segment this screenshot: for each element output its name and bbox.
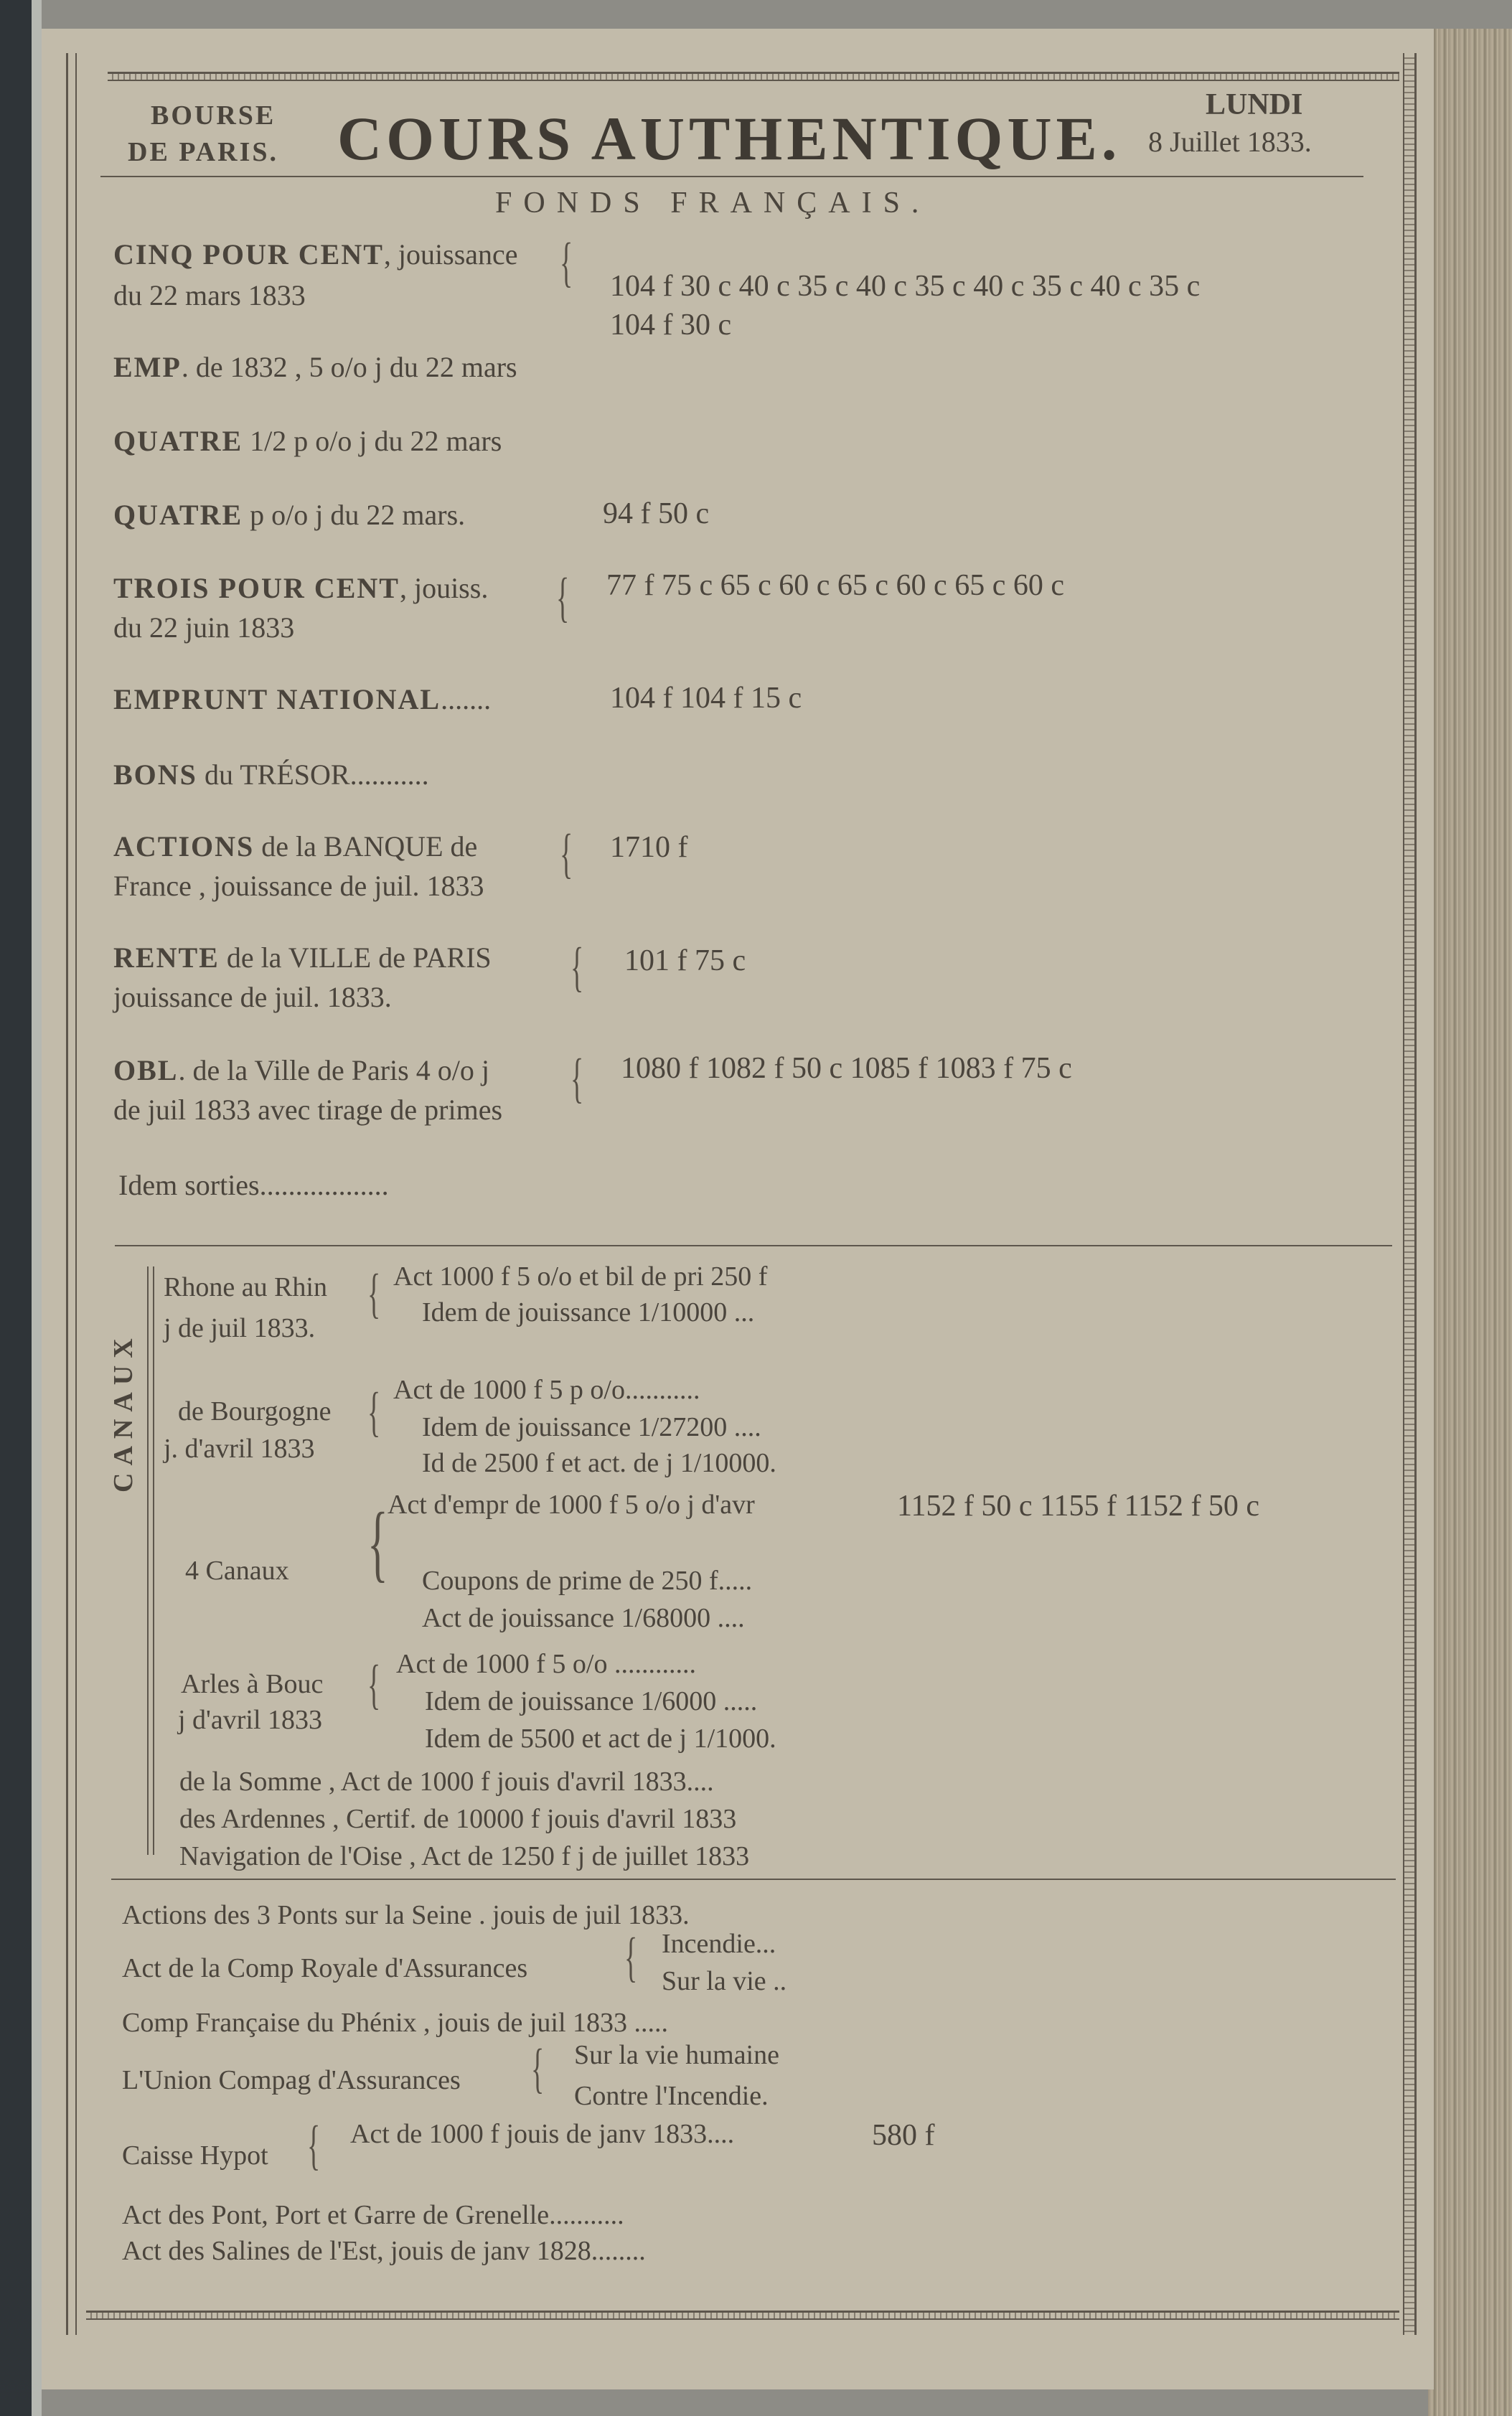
- divers-line: Act des Salines de l'Est, jouis de janv 1828........: [122, 2236, 646, 2266]
- left-border: [66, 53, 77, 2335]
- divers-line: L'Union Compag d'Assurances: [122, 2065, 461, 2095]
- canal-name-2: j. d'avril 1833: [164, 1434, 315, 1464]
- brace: {: [556, 568, 570, 628]
- row-label: TROIS POUR CENT, jouiss.: [113, 572, 489, 604]
- brace: {: [307, 2115, 321, 2176]
- canal-item: Idem de 5500 et act de j 1/1000.: [425, 1724, 776, 1754]
- row-label: CINQ POUR CENT, jouissance: [113, 238, 518, 271]
- day-label: LUNDI: [1206, 88, 1303, 121]
- row-quote: 1710 f: [610, 831, 688, 864]
- row-quote: 104 f 30 c 40 c 35 c 40 c 35 c 40 c 35 c 40 c 35 c: [610, 270, 1201, 303]
- bourse-label: BOURSE: [151, 100, 276, 131]
- divers-line: Caisse Hypot: [122, 2140, 268, 2171]
- row-label-2: du 22 juin 1833: [113, 611, 295, 644]
- brace: {: [367, 1495, 388, 1590]
- brace: {: [570, 937, 584, 997]
- canaux-side-label: CANAUX: [108, 1331, 138, 1493]
- divers-line: Act des Pont, Port et Garre de Grenelle...........: [122, 2200, 624, 2230]
- divers-line: Actions des 3 Ponts sur la Seine . jouis de juil 1833.: [122, 1900, 690, 1930]
- canal-quote: 1152 f 50 c 1155 f 1152 f 50 c: [897, 1490, 1260, 1523]
- date-label: 8 Juillet 1833.: [1148, 126, 1312, 158]
- canal-item: Idem de jouissance 1/10000 ...: [422, 1297, 755, 1327]
- divers-line: Comp Française du Phénix , jouis de juil 1833 .....: [122, 2008, 669, 2038]
- page-edges: [1428, 29, 1512, 2416]
- canal-name: Arles à Bouc: [181, 1669, 324, 1699]
- row-quote: 101 f 75 c: [624, 944, 746, 977]
- book-spine: [0, 0, 42, 2416]
- divers-rule-top: [111, 1879, 1396, 1880]
- divers-line: Act de la Comp Royale d'Assurances: [122, 1953, 528, 1983]
- brace: {: [531, 2039, 545, 2099]
- row-label-2: de juil 1833 avec tirage de primes: [113, 1094, 503, 1126]
- page-title: COURS AUTHENTIQUE.: [337, 104, 1122, 173]
- row-quote: 94 f 50 c: [603, 497, 710, 530]
- row-label-2: du 22 mars 1833: [113, 279, 306, 311]
- paris-label: DE PARIS.: [128, 137, 278, 167]
- canal-item: Coupons de prime de 250 f.....: [422, 1566, 753, 1596]
- canal-item: Idem de jouissance 1/27200 ....: [422, 1412, 761, 1442]
- canal-name-2: j d'avril 1833: [178, 1705, 323, 1735]
- row-label-2: France , jouissance de juil. 1833: [113, 870, 484, 902]
- row-label: ACTIONS de la BANQUE de: [113, 830, 478, 862]
- brace: {: [560, 232, 573, 293]
- brace: {: [570, 1048, 584, 1109]
- row-label: QUATRE 1/2 p o/o j du 22 mars: [113, 425, 502, 457]
- row-label: Idem sorties..................: [118, 1169, 389, 1201]
- divers-sub: Contre l'Incendie.: [574, 2081, 769, 2111]
- canal-line: des Ardennes , Certif. de 10000 f jouis d'avril 1833: [179, 1804, 737, 1834]
- header-rule: [100, 176, 1363, 177]
- bottom-rule: [86, 2311, 1399, 2320]
- row-label-2: jouissance de juil. 1833.: [113, 981, 392, 1013]
- row-quote: 77 f 75 c 65 c 60 c 65 c 60 c 65 c 60 c: [606, 569, 1064, 602]
- row-quote: 104 f 104 f 15 c: [610, 682, 802, 715]
- section-heading: FONDS FRANÇAIS.: [495, 187, 931, 220]
- canal-name-2: j de juil 1833.: [164, 1313, 316, 1343]
- canaux-inner-rule: [147, 1266, 154, 1855]
- canal-item: Act de jouissance 1/68000 ....: [422, 1603, 745, 1633]
- canal-name: 4 Canaux: [185, 1556, 289, 1586]
- divers-quote: 580 f: [872, 2119, 935, 2152]
- brace: {: [624, 1927, 638, 1988]
- right-border: [1403, 53, 1417, 2335]
- brace: {: [367, 1264, 381, 1324]
- row-quote: 1080 f 1082 f 50 c 1085 f 1083 f 75 c: [621, 1052, 1072, 1085]
- divers-sub: Sur la vie humaine: [574, 2040, 779, 2070]
- canal-item: Act 1000 f 5 o/o et bil de pri 250 f: [393, 1261, 768, 1292]
- canal-line: de la Somme , Act de 1000 f jouis d'avril 1833....: [179, 1767, 714, 1797]
- brace: {: [367, 1382, 381, 1442]
- canal-name: Rhone au Rhin: [164, 1272, 327, 1302]
- row-label: BONS du TRÉSOR...........: [113, 758, 429, 791]
- canal-item: Act de 1000 f 5 o/o ............: [396, 1649, 696, 1679]
- canal-item: Act de 1000 f 5 p o/o...........: [393, 1375, 700, 1405]
- divers-sub: Act de 1000 f jouis de janv 1833....: [350, 2119, 735, 2149]
- canal-line: Navigation de l'Oise , Act de 1250 f j de juillet 1833: [179, 1841, 750, 1871]
- canaux-rule-top: [115, 1245, 1392, 1246]
- top-rule: [108, 72, 1399, 81]
- canal-item: Id de 2500 f et act. de j 1/10000.: [422, 1448, 776, 1478]
- canal-item: Act d'empr de 1000 f 5 o/o j d'avr: [388, 1490, 755, 1520]
- canal-item: Idem de jouissance 1/6000 .....: [425, 1686, 758, 1716]
- row-label: OBL. de la Ville de Paris 4 o/o j: [113, 1054, 489, 1086]
- divers-sub: Sur la vie ..: [662, 1966, 787, 1996]
- row-label: EMPRUNT NATIONAL.......: [113, 683, 492, 715]
- brace: {: [560, 824, 573, 884]
- canal-name: de Bourgogne: [178, 1396, 332, 1426]
- brace: {: [367, 1655, 381, 1715]
- row-label: EMP. de 1832 , 5 o/o j du 22 mars: [113, 351, 517, 383]
- row-quote-2: 104 f 30 c: [610, 309, 732, 342]
- divers-sub: Incendie...: [662, 1929, 776, 1959]
- row-label: QUATRE p o/o j du 22 mars.: [113, 499, 466, 531]
- row-label: RENTE de la VILLE de PARIS: [113, 941, 492, 974]
